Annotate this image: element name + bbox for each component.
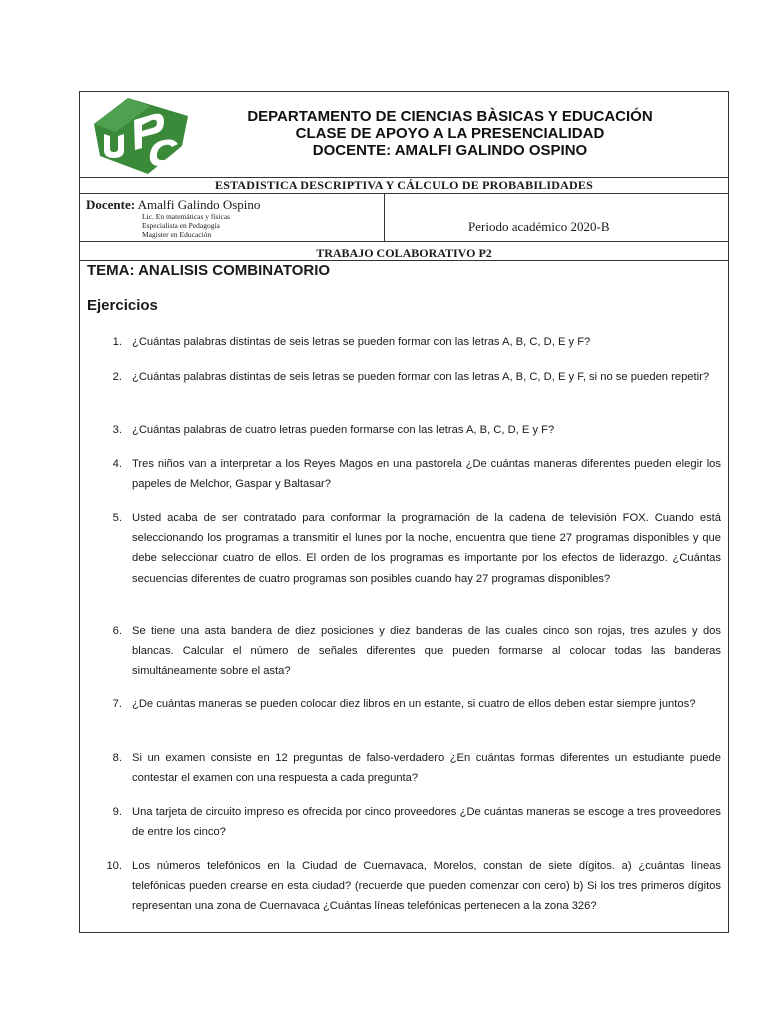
exercise-text: Tres niños van a interpretar a los Reyes Magos en una pastorela ¿De cuántas maneras diferentes pueden elegir los papeles de Melchor, Gaspar y Baltasar? <box>132 458 721 491</box>
academic-period: Periodo académico 2020-B <box>468 219 610 234</box>
teacher-cell <box>80 193 385 241</box>
exercise-number: 2. <box>112 371 122 383</box>
credential-1: Lic. En matemáticas y físicas <box>142 212 231 221</box>
exercise-text: ¿Cuántas palabras distintas de seis letras se pueden formar con las letras A, B, C, D, E y F, si no se pueden repetir? <box>132 371 710 383</box>
credential-2: Especialista en Pedagogía <box>142 220 220 230</box>
teacher-period-row <box>80 193 728 242</box>
exercise-number: 6. <box>112 625 122 637</box>
header-line-1: DEPARTAMENTO DE CIENCIAS BÀSICAS Y EDUCACIÓN <box>247 108 653 125</box>
exercise-number: 7. <box>112 698 122 710</box>
exercise-number: 4. <box>112 458 122 470</box>
exercise-text: Si un examen consiste en 12 preguntas de falso-verdadero ¿En cuántas formas diferentes un estudiante puede contestar el examen con una respuesta a cada pregunta? <box>132 752 721 785</box>
exercise-number: 1. <box>112 336 122 348</box>
university-logo <box>90 94 192 176</box>
exercise-text: Una tarjeta de circuito impreso es ofrecida por cinco proveedores ¿De cuántas maneras se escoge a tres proveedores de entre los cinco? <box>132 806 721 839</box>
credential-3: Magister en Educación <box>142 229 212 239</box>
exercise-number: 10. <box>106 860 122 872</box>
header-line-2: CLASE DE APOYO A LA PRESENCIALIDAD <box>295 125 605 142</box>
exercise-number: 9. <box>112 806 122 818</box>
exercise-number: 8. <box>112 752 122 764</box>
exercise-text: ¿De cuántas maneras se pueden colocar diez libros en un estante, si cuatro de ellos deben estar siempre juntos? <box>132 698 696 710</box>
topic-heading: TEMA: ANALISIS COMBINATORIO <box>87 262 331 279</box>
exercises-heading: Ejercicios <box>87 297 158 314</box>
teacher-name: Amalfi Galindo Ospino <box>137 197 261 212</box>
header-title-block <box>200 108 700 159</box>
exercise-number: 5. <box>112 512 122 524</box>
exercise-text: Se tiene una asta bandera de diez posiciones y diez banderas de las cuales cinco son rojas, tres azules y dos blancas. Calcular el número de señales diferentes que pueden formarse al colocar todas las banderas simultáneamente sobre el asta? <box>132 625 721 678</box>
assignment-title: TRABAJO COLABORATIVO P2 <box>80 242 728 261</box>
document-sheet <box>79 91 729 933</box>
teacher-credentials <box>142 213 230 239</box>
teacher-label: Docente: <box>86 197 136 212</box>
header-line-3: DOCENTE: AMALFI GALINDO OSPINO <box>312 142 588 159</box>
teacher-line <box>86 198 260 212</box>
exercise-text: Usted acaba de ser contratado para conformar la programación de la cadena de televisión FOX. Cuando está seleccionando los programas a transmitir el lunes por la noche, encuentra que tiene 27 programas disponibles y que debe seleccionar cuatro de ellos. El orden de los programas es importante por los efectos de liderazgo. ¿Cuántas secuencias diferentes de cuatro programas son posibles cuando hay 27 programas disponibles? <box>132 512 721 585</box>
subject-title: ESTADISTICA DESCRIPTIVA Y CÁLCULO DE PROBABILIDADES <box>80 178 728 194</box>
exercise-text: ¿Cuántas palabras de cuatro letras pueden formarse con las letras A, B, C, D, E y F? <box>132 424 555 436</box>
document-header <box>80 92 728 178</box>
exercise-number: 3. <box>112 424 122 436</box>
exercise-text: Los números telefónicos en la Ciudad de Cuernavaca, Morelos, constan de siete dígitos. a) ¿cuántas líneas telefónicas pueden crearse en esta ciudad? (recuerde que pueden comenzar con cero) b) Si los tres primeros dígitos representan una zona de Cuernavaca ¿Cuántas líneas telefónicas pertenecen a la zona 326? <box>132 860 721 913</box>
exercise-text: ¿Cuántas palabras distintas de seis letras se pueden formar con las letras A, B, C, D, E y F? <box>132 336 591 348</box>
